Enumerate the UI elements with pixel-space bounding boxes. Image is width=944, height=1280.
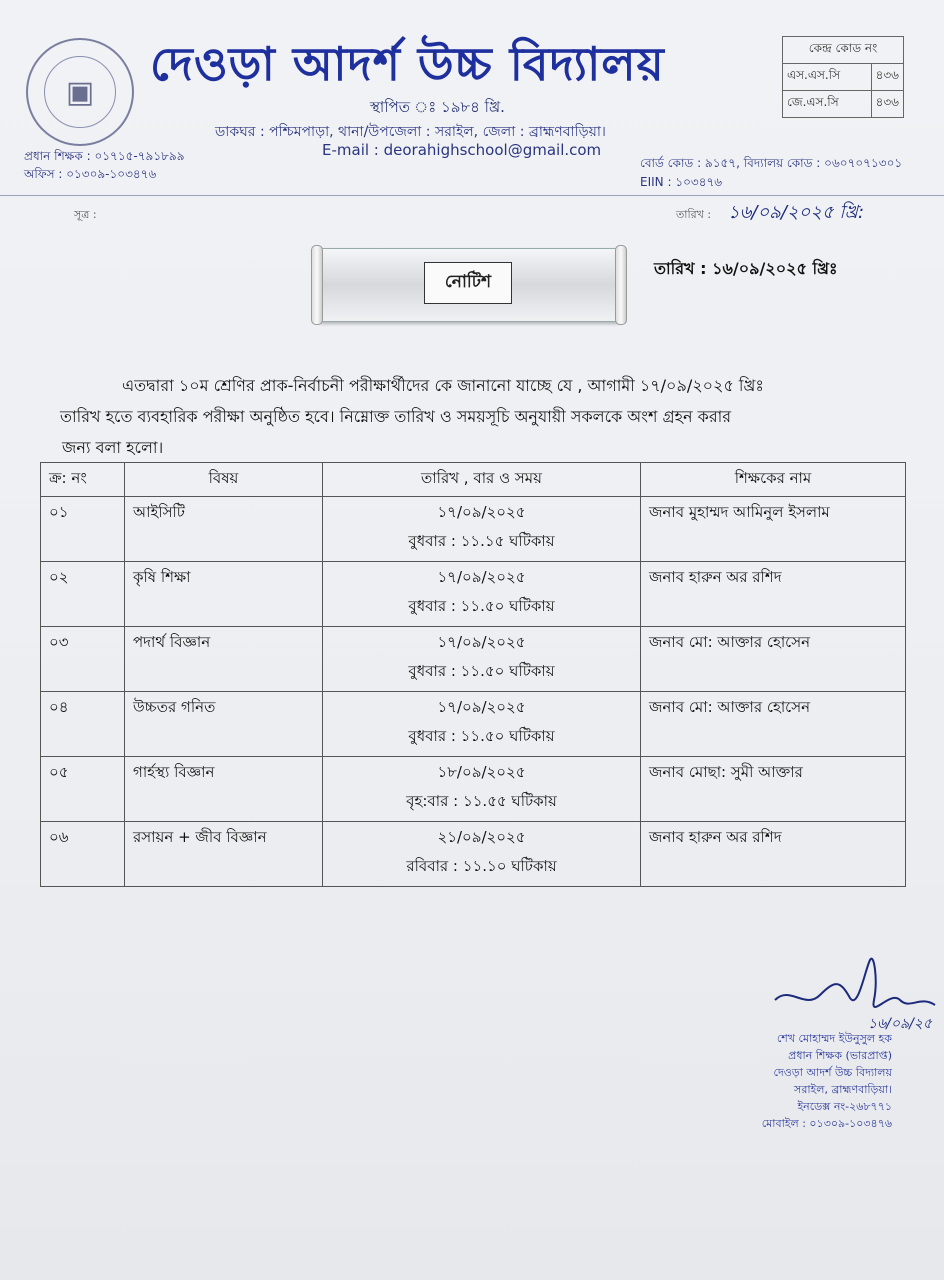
signatory-name: শেখ মোহাম্মদ ইউনুসুল হক — [776, 1032, 892, 1045]
school-email: E-mail : deorahighschool@gmail.com — [322, 141, 602, 159]
teacher-cell: জনাব হারুন অর রশিদ — [641, 562, 906, 627]
signature-scribble — [770, 950, 940, 1030]
signature-stamp — [692, 1030, 892, 1132]
exam-schedule-table — [40, 462, 906, 887]
school-address: ডাকঘর : পশ্চিমপাড়া, থানা/উপজেলা : সরাইল, জেলা : ব্রাহ্মণবাড়িয়া। — [215, 124, 606, 140]
exam-date: ১৮/০৯/২০২৫ — [437, 763, 526, 781]
signatory-school: দেওড়া আদর্শ উচ্চ বিদ্যালয় — [773, 1066, 892, 1079]
table-row — [41, 757, 906, 822]
centre-code-value: ৪৩৬ — [875, 95, 899, 109]
serial-cell: ০৬ — [41, 822, 125, 887]
notice-body — [62, 370, 892, 463]
signature-date: ১৬/০৯/২৫ — [868, 1016, 932, 1030]
notice-body-line: এতদ্বারা ১০ম শ্রেণির প্রাক-নির্বাচনী পরীক্ষার্থীদের কে জানানো যাচ্ছে যে , আগামী ১৭/০৯/২০২৫ খ্রিঃ — [122, 376, 764, 395]
exam-date: ১৭/০৯/২০২৫ — [437, 698, 526, 716]
table-row — [41, 497, 906, 562]
signatory-index: ইনডেক্স নং-২৬৮৭৭১ — [797, 1100, 892, 1113]
subject-cell: পদার্থ বিজ্ঞান — [125, 627, 323, 692]
column-header: বিষয় — [125, 463, 323, 497]
serial-cell: ০১ — [41, 497, 125, 562]
exam-date: ১৭/০৯/২০২৫ — [437, 568, 526, 586]
exam-time: বুধবার : ১১.৫০ ঘটিকায় — [408, 727, 555, 745]
headmaster-phone: প্রধান শিক্ষক : ০১৭১৫-৭৯১৮৯৯ — [24, 149, 185, 163]
notice-body-line: জন্য বলা হলো। — [62, 438, 164, 457]
table-row — [41, 822, 906, 887]
centre-code-row — [783, 64, 903, 91]
date-label: তারিখ : — [676, 208, 712, 221]
centre-code-title: কেন্দ্র কোড নং — [783, 37, 903, 64]
serial-cell: ০২ — [41, 562, 125, 627]
exam-time: বুধবার : ১১.৫০ ঘটিকায় — [408, 662, 555, 680]
serial-cell: ০৫ — [41, 757, 125, 822]
exam-time: বুধবার : ১১.৫০ ঘটিকায় — [408, 597, 555, 615]
teacher-cell: জনাব মোছা: সুমী আক্তার — [641, 757, 906, 822]
date-time-cell — [323, 562, 641, 627]
subject-cell: রসায়ন + জীব বিজ্ঞান — [125, 822, 323, 887]
signatory-address: সরাইল, ব্রাহ্মণবাড়িয়া। — [794, 1083, 892, 1096]
table-row — [41, 562, 906, 627]
exam-date: ১৭/০৯/২০২৫ — [437, 503, 526, 521]
notice-title: নোটিশ — [424, 262, 512, 304]
table-header-row — [41, 463, 906, 497]
centre-code-label: জে.এস.সি — [783, 91, 872, 117]
teacher-cell: জনাব মো: আক্তার হোসেন — [641, 627, 906, 692]
exam-time: বৃহ:বার : ১১.৫৫ ঘটিকায় — [406, 792, 557, 810]
table-row — [41, 692, 906, 757]
table-row — [41, 627, 906, 692]
teacher-cell: জনাব মুহাম্মদ আমিনুল ইসলাম — [641, 497, 906, 562]
eiin-number: EIIN : ১০৩৪৭৬ — [640, 175, 723, 189]
book-emblem-icon: ▣ — [44, 56, 116, 128]
column-header: তারিখ , বার ও সময় — [323, 463, 641, 497]
exam-date: ২১/০৯/২০২৫ — [437, 828, 526, 846]
date-time-cell — [323, 757, 641, 822]
exam-time: বুধবার : ১১.১৫ ঘটিকায় — [408, 532, 555, 550]
date-time-cell — [323, 822, 641, 887]
signatory-mobile: মোবাইল : ০১৩০৯-১০৩৪৭৬ — [761, 1117, 892, 1130]
header-divider — [0, 195, 944, 196]
board-code: বোর্ড কোড : ৯১৫৭, বিদ্যালয় কোড : ০৬০৭০৭১৩০১ — [640, 156, 903, 170]
reference-label: সূত্র : — [74, 208, 97, 221]
centre-code-row — [783, 91, 903, 117]
office-phone: অফিস : ০১৩০৯-১০৩৪৭৬ — [24, 167, 157, 181]
column-header: শিক্ষকের নাম — [641, 463, 906, 497]
subject-cell: আইসিটি — [125, 497, 323, 562]
established-year: স্থাপিত ঃ ১৯৮৪ খ্রি. — [370, 98, 505, 116]
school-logo — [26, 38, 134, 146]
signature-stroke — [775, 959, 935, 1007]
subject-cell: উচ্চতর গনিত — [125, 692, 323, 757]
notice-body-line: তারিখ হতে ব্যবহারিক পরীক্ষা অনুষ্ঠিত হবে। নিম্নোক্ত তারিখ ও সময়সূচি অনুযায়ী সকলকে অংশ গ্রহন করার — [60, 407, 732, 426]
handwritten-date: ১৬/০৯/২০২৫ খ্রি: — [728, 202, 865, 223]
serial-cell: ০৩ — [41, 627, 125, 692]
centre-code-label: এস.এস.সি — [783, 64, 872, 90]
teacher-cell: জনাব হারুন অর রশিদ — [641, 822, 906, 887]
school-name: দেওড়া আদর্শ উচ্চ বিদ্যালয় — [150, 37, 665, 91]
centre-code-box — [782, 36, 904, 118]
teacher-cell: জনাব মো: আক্তার হোসেন — [641, 692, 906, 757]
centre-code-value: ৪৩৬ — [875, 68, 899, 82]
serial-cell: ০৪ — [41, 692, 125, 757]
subject-cell: গার্হস্থ্য বিজ্ঞান — [125, 757, 323, 822]
signatory-title: প্রধান শিক্ষক (ভারপ্রাপ্ত) — [788, 1049, 892, 1062]
date-time-cell — [323, 627, 641, 692]
subject-cell: কৃষি শিক্ষা — [125, 562, 323, 627]
date-time-cell — [323, 497, 641, 562]
column-header: ক্র: নং — [41, 463, 125, 497]
date-time-cell — [323, 692, 641, 757]
notice-date: তারিখ : ১৬/০৯/২০২৫ খ্রিঃ — [654, 259, 838, 278]
exam-date: ১৭/০৯/২০২৫ — [437, 633, 526, 651]
exam-time: রবিবার : ১১.১০ ঘটিকায় — [406, 857, 557, 875]
